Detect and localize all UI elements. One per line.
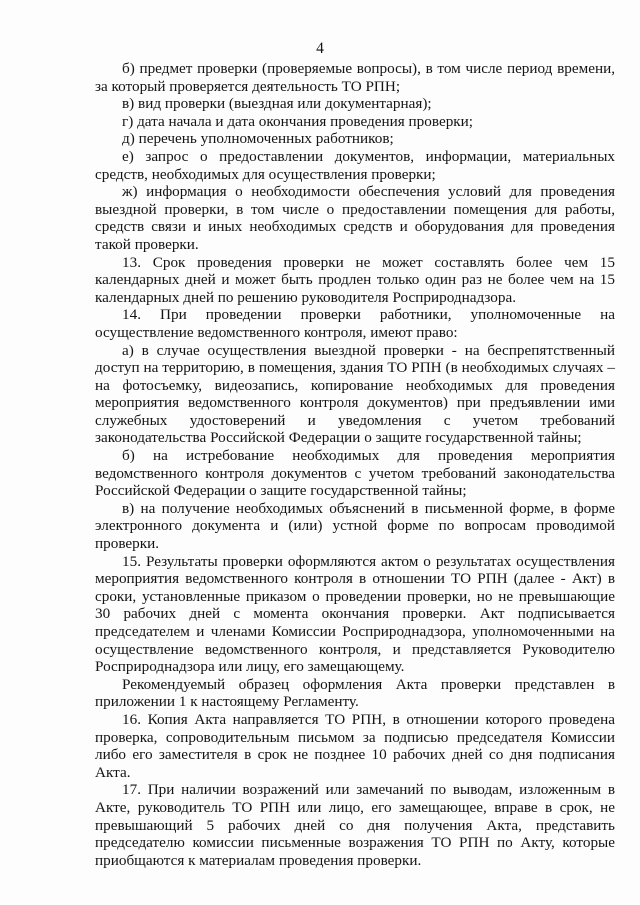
paragraph-item-d-staff: д) перечень уполномоченных работников; [122,130,394,148]
document-body [95,60,615,869]
paragraph-16-copy: 16. Копия Акта направляется ТО РПН, в отношении которого проведена проверка, сопроводительным письмом за подписью председателя Комиссии либо его заместителя в срок не позднее 10 рабочих дней со дня подписания Акта. [95,710,615,781]
paragraph-14a-access: а) в случае осуществления выездной проверки - на беспрепятственный доступ на территорию, в помещения, здания ТО РПН (в необходимых случаях – на фотосъемку, видеозапись, копирование необходимых для проведения мероприятия ведомственного контроля документов) при предъявлении ими служебных удостоверений и уведомления с учетом требований законодательства Российской Федерации о защите государственной тайны; [95,341,615,447]
page-number: 4 [316,40,324,57]
paragraph-item-g-dates: г) дата начала и дата окончания проведения проверки; [122,112,474,130]
paragraph-15-results: 15. Результаты проверки оформляются актом о результатах осуществления мероприятия ведомственного контроля в отношении ТО РПН (далее - Акт) в сроки, установленные приказом о проведении проверки, но не превышающие 30 рабочих дней с момента окончания проверки. Акт подписывается председателем и членами Комиссии Росприроднадзора, уполномоченными на осуществление ведомственного контроля, и представляется Руководителю Росприроднадзора или лицу, его замещающему. [95,552,615,676]
paragraph-item-e-request: е) запрос о предоставлении документов, информации, материальных средств, необходимых для осуществления проверки; [95,147,615,183]
paragraph-14v-explanations: в) на получение необходимых объяснений в письменной форме, в форме электронного документа и (или) устной форме по вопросам проводимой проверки. [95,499,615,553]
paragraph-act-sample: Рекомендуемый образец оформления Акта проверки представлен в приложении 1 к настоящему Регламенту. [95,675,615,711]
paragraph-item-zh-conditions: ж) информация о необходимости обеспечения условий для проведения выездной проверки, в том числе о предоставлении помещения для работы, средств связи и иных необходимых средств и оборудования для проведения такой проверки. [95,183,615,253]
paragraph-14-rights: 14. При проведении проверки работники, уполномоченные на осуществление ведомственного контроля, имеют право: [95,306,615,341]
paragraph-13-term: 13. Срок проведения проверки не может составлять более чем 15 календарных дней и может быть продлен только один раз не более чем на 15 календарных дней по решению руководителя Росприроднадзора. [95,253,615,306]
paragraph-14b-documents: б) на истребование необходимых для проведения мероприятия ведомственного контроля документов с учетом требований законодательства Российской Федерации о защите государственной тайны; [95,447,615,500]
paragraph-item-v-type: в) вид проверки (выездная или документарная); [122,95,432,113]
paragraph-17-objections: 17. При наличии возражений или замечаний по выводам, изложенным в Акте, руководитель ТО РПН или лицо, его замещающее, вправе в срок, не превышающий 5 рабочих дней со дня получения Акта, представить председателю комиссии письменные возражения ТО РПН по Акту, которые приобщаются к материалам проведения проверки. [95,781,615,869]
paragraph-item-b-subject: б) предмет проверки (проверяемые вопросы), в том числе период времени, за который проверяется деятельность ТО РПН; [95,60,615,95]
